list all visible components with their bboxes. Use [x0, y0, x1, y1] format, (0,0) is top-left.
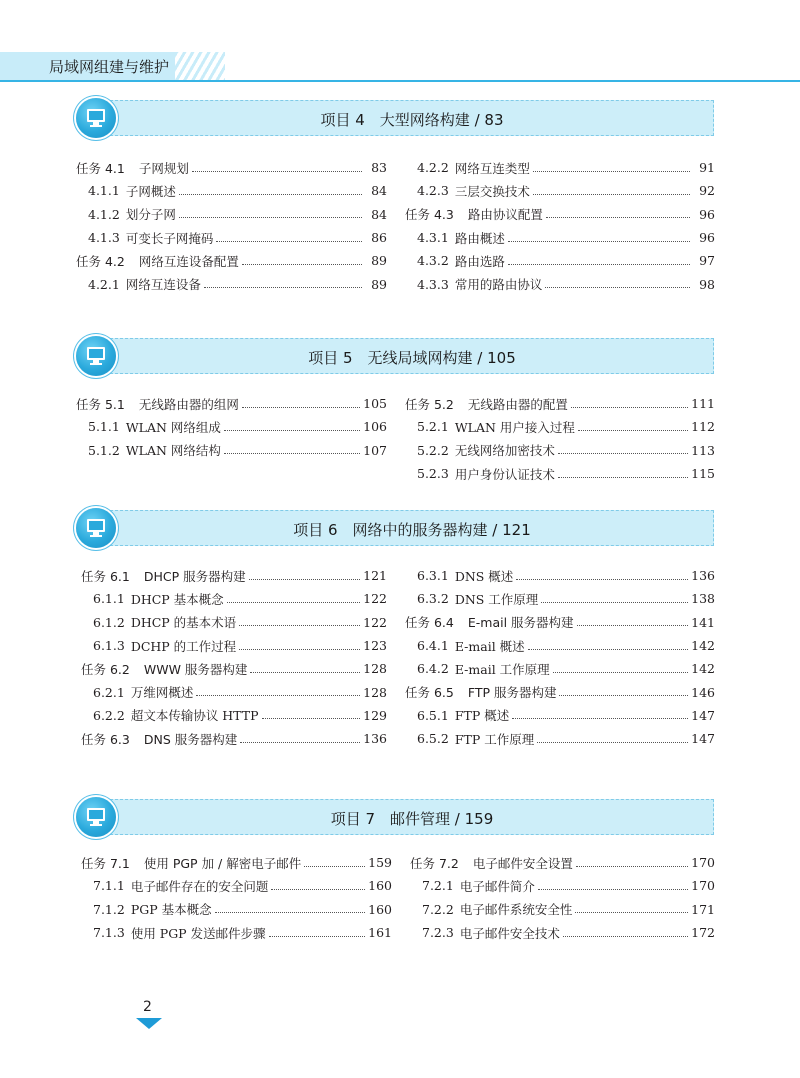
entry-title: PGP 基本概念	[130, 902, 212, 918]
toc-task-entry[interactable]	[81, 851, 392, 874]
entry-number: 5.2.2	[417, 442, 449, 458]
entry-number: 6.3.2	[417, 591, 449, 607]
project-title[interactable]: 项目 5 无线局域网构建 / 105	[308, 349, 516, 367]
toc-subentry[interactable]	[81, 898, 392, 921]
dot-leader	[576, 865, 688, 867]
entry-number: 任务 4.3	[405, 207, 454, 223]
page-number: 2	[143, 999, 152, 1015]
entry-title: DNS 服务器构建	[143, 731, 238, 747]
entry-number: 任务 5.2	[405, 396, 454, 412]
toc-subentry[interactable]	[405, 727, 715, 750]
entry-title: 无线路由器的配置	[467, 396, 568, 412]
entry-title: FTP 工作原理	[454, 731, 535, 747]
entry-page-number: 84	[371, 183, 387, 199]
entry-number: 6.4.2	[417, 661, 449, 677]
entry-page-number: 106	[363, 419, 387, 435]
entry-page-number: 91	[699, 160, 715, 176]
entry-number: 任务 6.4	[405, 615, 454, 631]
toc-column-left	[81, 564, 387, 750]
entry-title: FTP 概述	[454, 708, 510, 724]
toc-subentry[interactable]	[76, 226, 387, 249]
dot-leader	[227, 601, 360, 603]
entry-page-number: 141	[691, 614, 715, 630]
toc-column-left	[76, 392, 387, 462]
dot-leader	[563, 935, 688, 937]
toc-column-right	[405, 392, 715, 485]
header-decoration	[175, 52, 225, 80]
toc-subentry[interactable]	[405, 462, 715, 485]
entry-title: 使用 PGP 加 / 解密电子邮件	[143, 855, 302, 871]
toc-task-entry[interactable]	[405, 203, 715, 226]
toc-subentry[interactable]	[405, 272, 715, 295]
monitor-icon	[85, 107, 107, 129]
entry-page-number: 128	[363, 661, 387, 677]
entry-page-number: 86	[371, 230, 387, 246]
toc-task-entry[interactable]	[405, 680, 715, 703]
project-badge	[76, 508, 116, 548]
dot-leader	[508, 240, 690, 242]
toc-subentry[interactable]	[76, 272, 387, 295]
dot-leader	[192, 170, 362, 172]
entry-page-number: 136	[691, 568, 715, 584]
dot-leader	[528, 648, 688, 650]
dot-leader	[239, 624, 360, 626]
dot-leader	[224, 429, 360, 431]
dot-leader	[216, 240, 362, 242]
project-banner	[110, 510, 714, 546]
entry-number: 4.1.2	[88, 206, 120, 222]
entry-title: 子网概述	[125, 183, 176, 199]
entry-page-number: 147	[691, 731, 715, 747]
dot-leader	[546, 216, 690, 218]
dot-leader	[537, 741, 688, 743]
entry-page-number: 170	[691, 878, 715, 894]
project-badge	[76, 336, 116, 376]
toc-subentry[interactable]	[405, 415, 715, 438]
entry-number: 任务 7.1	[81, 855, 130, 871]
toc-subentry[interactable]	[405, 156, 715, 179]
project-banner	[110, 338, 714, 374]
entry-page-number: 98	[699, 276, 715, 292]
toc-column-right	[405, 156, 715, 296]
toc-column-right	[405, 564, 715, 750]
entry-page-number: 146	[691, 684, 715, 700]
entry-page-number: 96	[699, 230, 715, 246]
entry-page-number: 142	[691, 638, 715, 654]
entry-title: 无线路由器的组网	[138, 396, 239, 412]
entry-title: WLAN 网络结构	[125, 443, 221, 459]
toc-subentry[interactable]	[81, 921, 392, 944]
entry-page-number: 105	[363, 396, 387, 412]
entry-number: 7.2.3	[422, 925, 454, 941]
toc-subentry[interactable]	[405, 249, 715, 272]
entry-page-number: 147	[691, 707, 715, 723]
entry-title: 三层交换技术	[454, 183, 530, 199]
entry-title: WLAN 用户接入过程	[454, 419, 575, 435]
toc-subentry[interactable]	[405, 587, 715, 610]
entry-title: E-mail 概述	[454, 638, 525, 654]
entry-number: 任务 6.3	[81, 731, 130, 747]
entry-title: DHCP 的基本术语	[130, 615, 237, 631]
toc-task-entry[interactable]	[81, 564, 387, 587]
dot-leader	[512, 717, 688, 719]
toc-column-left	[76, 156, 387, 296]
dot-leader	[533, 193, 690, 195]
entry-title: WLAN 网络组成	[125, 419, 221, 435]
entry-page-number: 128	[363, 684, 387, 700]
entry-title: FTP 服务器构建	[467, 685, 557, 701]
entry-title: DNS 概述	[454, 568, 514, 584]
entry-number: 6.2.2	[93, 707, 125, 723]
entry-title: 电子邮件安全技术	[459, 925, 560, 941]
entry-page-number: 121	[363, 568, 387, 584]
entry-number: 6.1.3	[93, 638, 125, 654]
entry-title: 电子邮件简介	[459, 878, 535, 894]
entry-title: 使用 PGP 发送邮件步骤	[130, 925, 266, 941]
entry-number: 任务 4.1	[76, 160, 125, 176]
entry-number: 任务 6.5	[405, 685, 454, 701]
entry-page-number: 138	[691, 591, 715, 607]
dot-leader	[224, 452, 360, 454]
dot-leader	[215, 911, 366, 913]
entry-number: 任务 4.2	[76, 253, 125, 269]
entry-page-number: 172	[691, 925, 715, 941]
entry-page-number: 84	[371, 206, 387, 222]
dot-leader	[179, 216, 362, 218]
entry-title: 电子邮件存在的安全问题	[130, 878, 269, 894]
project-badge	[76, 797, 116, 837]
entry-page-number: 171	[691, 901, 715, 917]
entry-number: 6.1.2	[93, 614, 125, 630]
page-header	[0, 52, 800, 82]
entry-page-number: 115	[691, 466, 715, 482]
toc-subentry[interactable]	[76, 415, 387, 438]
dot-leader	[559, 694, 688, 696]
toc-task-entry[interactable]	[405, 392, 715, 415]
toc-task-entry[interactable]	[81, 657, 387, 680]
toc-subentry[interactable]	[405, 439, 715, 462]
dot-leader	[578, 429, 688, 431]
dot-leader	[239, 648, 360, 650]
toc-task-entry[interactable]	[76, 156, 387, 179]
entry-title: E-mail 服务器构建	[467, 615, 574, 631]
entry-title: DHCP 基本概念	[130, 591, 224, 607]
entry-number: 6.3.1	[417, 568, 449, 584]
entry-page-number: 113	[691, 442, 715, 458]
toc-subentry[interactable]	[405, 179, 715, 202]
entry-page-number: 161	[368, 925, 392, 941]
entry-page-number: 170	[691, 855, 715, 871]
entry-number: 4.2.3	[417, 183, 449, 199]
toc-task-entry[interactable]	[405, 611, 715, 634]
toc-subentry[interactable]	[81, 680, 387, 703]
dot-leader	[262, 717, 361, 719]
dot-leader	[541, 601, 688, 603]
entry-title: 电子邮件安全设置	[472, 855, 573, 871]
entry-number: 4.3.1	[417, 230, 449, 246]
entry-number: 4.1.1	[88, 183, 120, 199]
entry-number: 6.1.1	[93, 591, 125, 607]
project-title[interactable]: 项目 7 邮件管理 / 159	[330, 810, 494, 828]
dot-leader	[553, 671, 688, 673]
entry-title: 常用的路由协议	[454, 277, 543, 293]
entry-title: 网络互连设备	[125, 277, 201, 293]
entry-title: 可变长子网掩码	[125, 230, 214, 246]
entry-number: 6.4.1	[417, 638, 449, 654]
entry-page-number: 122	[363, 591, 387, 607]
project-title[interactable]: 项目 6 网络中的服务器构建 / 121	[293, 521, 531, 539]
entry-title: E-mail 工作原理	[454, 661, 550, 677]
entry-number: 4.2.2	[417, 160, 449, 176]
dot-leader	[249, 578, 361, 580]
project-banner	[110, 100, 714, 136]
entry-page-number: 92	[699, 183, 715, 199]
entry-title: 万维网概述	[130, 685, 194, 701]
entry-page-number: 89	[371, 253, 387, 269]
entry-number: 5.2.3	[417, 466, 449, 482]
entry-number: 6.5.1	[417, 707, 449, 723]
entry-page-number: 122	[363, 614, 387, 630]
dot-leader	[533, 170, 690, 172]
entry-title: 超文本传输协议 HTTP	[130, 708, 259, 724]
entry-page-number: 96	[699, 206, 715, 222]
dot-leader	[575, 911, 688, 913]
entry-title: 路由协议配置	[467, 207, 543, 223]
dot-leader	[271, 888, 365, 890]
project-title[interactable]: 项目 4 大型网络构建 / 83	[320, 111, 504, 129]
dot-leader	[558, 452, 688, 454]
toc-subentry[interactable]	[81, 587, 387, 610]
dot-leader	[179, 193, 362, 195]
entry-title: 电子邮件系统安全性	[459, 902, 573, 918]
dot-leader	[516, 578, 688, 580]
entry-title: DHCP 服务器构建	[143, 568, 246, 584]
dot-leader	[196, 694, 360, 696]
toc-subentry[interactable]	[410, 874, 715, 897]
entry-title: 子网规划	[138, 160, 189, 176]
dot-leader	[250, 671, 360, 673]
entry-number: 6.5.2	[417, 731, 449, 747]
project-badge	[76, 98, 116, 138]
entry-number: 7.1.3	[93, 925, 125, 941]
entry-title: 划分子网	[125, 207, 176, 223]
entry-title: DCHP 的工作过程	[130, 638, 237, 654]
toc-subentry[interactable]	[405, 564, 715, 587]
entry-number: 5.2.1	[417, 419, 449, 435]
dot-leader	[269, 935, 366, 937]
entry-number: 7.1.2	[93, 901, 125, 917]
entry-title: DNS 工作原理	[454, 591, 539, 607]
toc-subentry[interactable]	[410, 921, 715, 944]
entry-number: 5.1.2	[88, 442, 120, 458]
entry-page-number: 97	[699, 253, 715, 269]
entry-title: 无线网络加密技术	[454, 443, 555, 459]
dot-leader	[240, 741, 360, 743]
entry-number: 4.2.1	[88, 276, 120, 292]
dot-leader	[508, 263, 690, 265]
toc-task-entry[interactable]	[76, 249, 387, 272]
toc-task-entry[interactable]	[410, 851, 715, 874]
entry-number: 任务 5.1	[76, 396, 125, 412]
dot-leader	[538, 888, 688, 890]
monitor-icon	[85, 345, 107, 367]
entry-page-number: 107	[363, 442, 387, 458]
toc-subentry[interactable]	[405, 634, 715, 657]
entry-number: 任务 6.2	[81, 661, 130, 677]
entry-page-number: 159	[368, 855, 392, 871]
toc-subentry[interactable]	[405, 226, 715, 249]
entry-title: 网络互连设备配置	[138, 253, 239, 269]
entry-page-number: 112	[691, 419, 715, 435]
page-arrow-icon	[136, 1018, 162, 1029]
monitor-icon	[85, 517, 107, 539]
dot-leader	[558, 476, 688, 478]
monitor-icon	[85, 806, 107, 828]
entry-page-number: 142	[691, 661, 715, 677]
entry-number: 任务 6.1	[81, 568, 130, 584]
entry-number: 7.1.1	[93, 878, 125, 894]
entry-number: 5.1.1	[88, 419, 120, 435]
entry-title: 网络互连类型	[454, 160, 530, 176]
dot-leader	[545, 286, 690, 288]
entry-title: WWW 服务器构建	[143, 661, 248, 677]
toc-subentry[interactable]	[81, 634, 387, 657]
book-title: 局域网组建与维护	[49, 58, 170, 76]
toc-subentry[interactable]	[81, 874, 392, 897]
entry-title: 用户身份认证技术	[454, 466, 555, 482]
dot-leader	[304, 865, 365, 867]
toc-subentry[interactable]	[81, 704, 387, 727]
entry-number: 6.2.1	[93, 684, 125, 700]
toc-subentry[interactable]	[405, 704, 715, 727]
toc-subentry[interactable]	[81, 611, 387, 634]
dot-leader	[571, 406, 688, 408]
entry-number: 4.3.3	[417, 276, 449, 292]
dot-leader	[242, 406, 360, 408]
entry-page-number: 123	[363, 638, 387, 654]
toc-subentry[interactable]	[76, 179, 387, 202]
entry-page-number: 136	[363, 731, 387, 747]
entry-number: 7.2.1	[422, 878, 454, 894]
toc-task-entry[interactable]	[81, 727, 387, 750]
dot-leader	[242, 263, 362, 265]
dot-leader	[204, 286, 362, 288]
toc-subentry[interactable]	[405, 657, 715, 680]
toc-subentry[interactable]	[410, 898, 715, 921]
project-banner	[110, 799, 714, 835]
entry-page-number: 160	[368, 901, 392, 917]
entry-number: 7.2.2	[422, 901, 454, 917]
toc-column-left	[81, 851, 392, 944]
entry-number: 任务 7.2	[410, 855, 459, 871]
entry-page-number: 83	[371, 160, 387, 176]
entry-page-number: 129	[363, 707, 387, 723]
dot-leader	[577, 624, 689, 626]
entry-page-number: 89	[371, 276, 387, 292]
entry-number: 4.3.2	[417, 253, 449, 269]
entry-page-number: 111	[691, 396, 715, 412]
toc-task-entry[interactable]	[76, 392, 387, 415]
toc-subentry[interactable]	[76, 203, 387, 226]
entry-number: 4.1.3	[88, 230, 120, 246]
entry-page-number: 160	[368, 878, 392, 894]
toc-column-right	[410, 851, 715, 944]
toc-subentry[interactable]	[76, 439, 387, 462]
entry-title: 路由概述	[454, 230, 505, 246]
entry-title: 路由选路	[454, 253, 505, 269]
